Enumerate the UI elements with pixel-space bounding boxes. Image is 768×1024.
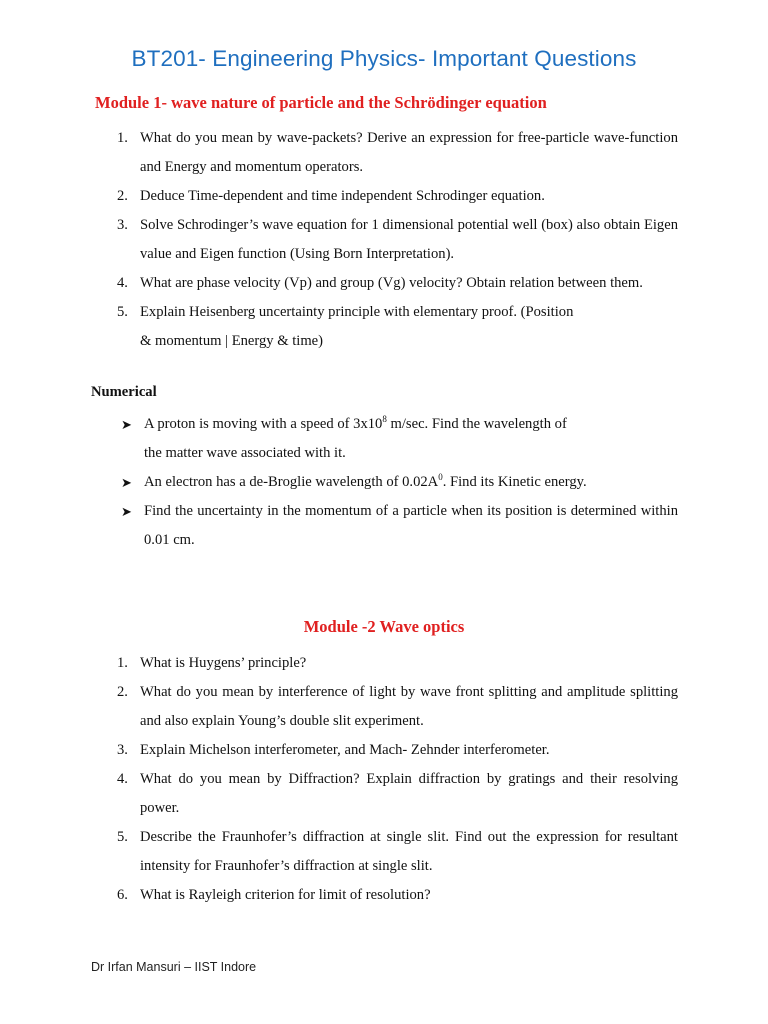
question-text: What is Rayleigh criterion for limit of resolution?: [140, 887, 431, 903]
question-text-line-1: Explain Heisenberg uncertainty principle with elementary proof. (Position: [140, 304, 574, 320]
question-number: 5.: [117, 304, 128, 320]
numerical-question-list: [121, 410, 678, 555]
question-text: Solve Schrodinger’s wave equation for 1 dimensional potential well (box) also obtain Eigen value and Eigen function (Using Born Interpretation).: [140, 217, 678, 262]
list-item: [100, 269, 678, 298]
question-number: 5.: [117, 829, 128, 845]
question-text: Deduce Time-dependent and time independent Schrodinger equation.: [140, 188, 545, 204]
question-number: 1.: [117, 130, 128, 146]
question-text: Explain Michelson interferometer, and Mach- Zehnder interferometer.: [140, 742, 550, 758]
numerical-text-line-2: the matter wave associated with it.: [144, 445, 346, 461]
question-number: 2.: [117, 684, 128, 700]
superscript: 8: [382, 414, 387, 425]
list-item: [100, 182, 678, 211]
list-item: [100, 736, 678, 765]
list-item: [121, 410, 678, 468]
list-item: [100, 678, 678, 736]
question-number: 4.: [117, 275, 128, 291]
numerical-text-post: . Find its Kinetic energy.: [442, 474, 587, 490]
question-text: What do you mean by Diffraction? Explain diffraction by gratings and their resolving power.: [140, 771, 678, 816]
question-text: What do you mean by wave-packets? Derive an expression for free-particle wave-function and Energy and momentum operators.: [140, 130, 678, 175]
page-footer: Dr Irfan Mansuri – IIST Indore: [91, 960, 257, 974]
question-number: 4.: [117, 771, 128, 787]
numerical-text-pre: A proton is moving with a speed of 3x10: [144, 416, 383, 432]
question-number: 6.: [117, 887, 128, 903]
arrow-bullet-icon: ➤: [121, 504, 132, 519]
question-number: 3.: [117, 217, 128, 233]
module-2-question-list: [100, 649, 678, 910]
numerical-text-pre: An electron has a de-Broglie wavelength of 0.02A: [144, 474, 439, 490]
arrow-bullet-icon: ➤: [121, 417, 132, 432]
numerical-label: Numerical: [91, 384, 157, 400]
list-item: [100, 298, 678, 356]
question-text-line-2: & momentum | Energy & time): [140, 333, 324, 349]
numerical-text: Find the uncertainty in the momentum of a particle when its position is determined within 0.01 cm.: [144, 503, 678, 548]
arrow-bullet-icon: ➤: [121, 475, 132, 490]
document-title: BT201- Engineering Physics- Important Questions: [131, 46, 637, 71]
module-1-heading: Module 1- wave nature of particle and the Schrödinger equation: [95, 93, 547, 112]
question-text: Describe the Fraunhofer’s diffraction at single slit. Find out the expression for resultant intensity for Fraunhofer’s diffraction at single slit.: [140, 829, 678, 874]
question-text: What do you mean by interference of light by wave front splitting and amplitude splitting and also explain Young’s double slit experiment.: [140, 684, 678, 729]
numerical-text-post: m/sec. Find the wavelength of: [386, 416, 567, 432]
question-text: What are phase velocity (Vp) and group (Vg) velocity? Obtain relation between them.: [140, 275, 643, 291]
question-text: What is Huygens’ principle?: [140, 655, 307, 671]
list-item: [100, 211, 678, 269]
module-1-question-list: [100, 124, 678, 356]
module-2-heading: Module -2 Wave optics: [303, 617, 465, 636]
question-number: 2.: [117, 188, 128, 204]
question-number: 3.: [117, 742, 128, 758]
superscript: 0: [438, 472, 443, 483]
list-item: [100, 124, 678, 182]
list-item: [121, 468, 678, 497]
list-item: [100, 765, 678, 823]
list-item: [100, 649, 678, 678]
list-item: [100, 823, 678, 881]
list-item: [100, 881, 678, 910]
list-item: [121, 497, 678, 555]
question-number: 1.: [117, 655, 128, 671]
